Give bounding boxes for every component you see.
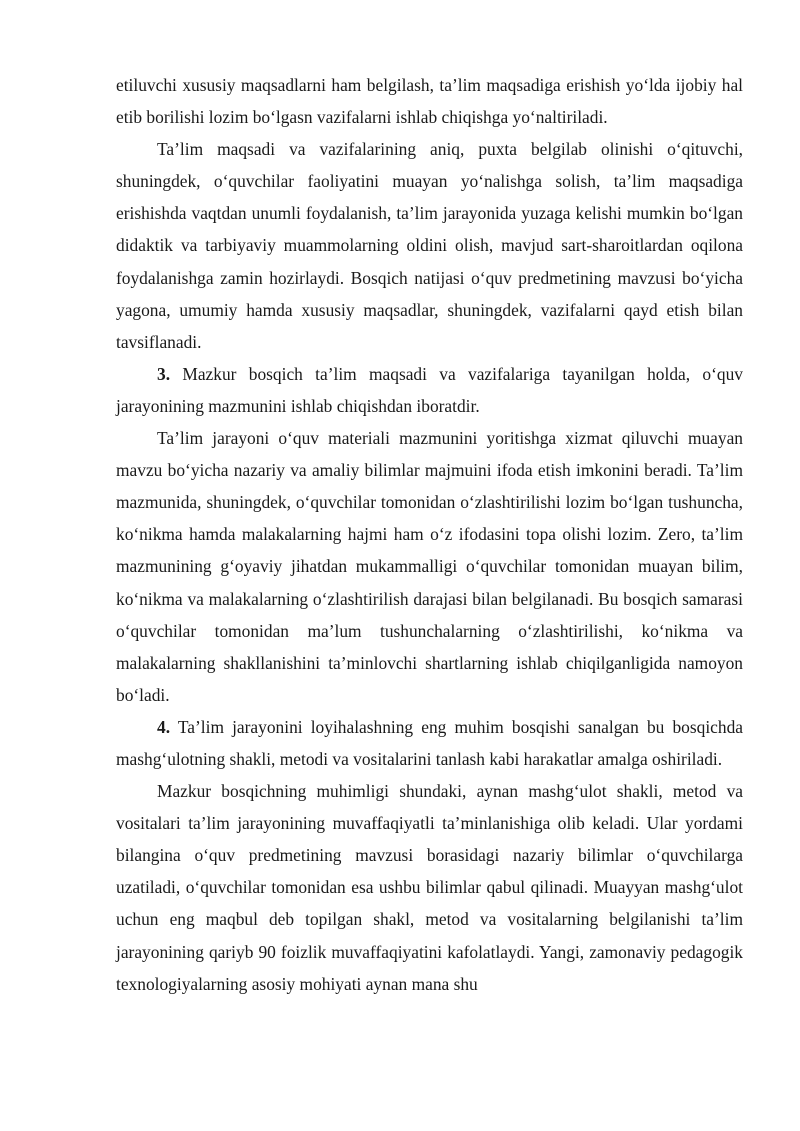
paragraph-step-4: [116, 711, 743, 775]
paragraph-text: Mazkur bosqich ta’lim maqsadi va vazifalariga tayanilgan holda, o‘quv jarayonining mazmunini ishlab chiqishdan iboratdir.: [116, 363, 743, 416]
paragraph-continuation: etiluvchi xususiy maqsadlarni ham belgilash, ta’lim maqsadiga erishish yo‘lda ijobiy hal etib borilishi lozim bo‘lgasn vazifalarni ishlab chiqishga yo‘naltiriladi.: [116, 75, 743, 128]
paragraph-text: Ta’lim jarayonini loyihalashning eng muhim bosqishi sanalgan bu bosqichda mashg‘ulotning shakli, metodi va vositalarini tanlash kabi harakatlar amalga oshiriladi.: [116, 716, 743, 769]
paragraph-goals-definition: Ta’lim maqsadi va vazifalarining aniq, puxta belgilab olinishi o‘qituvchi, shuningdek, o‘quvchilar faoliyatini muayan yo‘nalishga solish, ta’lim maqsadiga erishishda vaqtdan unumli foydalanish, ta’lim jarayonida yuzaga kelishi mumkin bo‘lgan didaktik va tarbiyaviy muammolarning oldini olish, mavjud sart-sharoitlardan oqilona foydalanishga zamin hozirlaydi. Bosqich natijasi o‘quv predmetining mavzusi bo‘yicha yagona, umumiy hamda xususiy maqsadlar, shuningdek, vazifalarni qayd etish bilan tavsiflanadi.: [116, 139, 743, 352]
paragraph-step-3: [116, 358, 743, 422]
paragraph-methods-importance: Mazkur bosqichning muhimligi shundaki, aynan mashg‘ulot shakli, metod va vositalari ta’lim jarayonining muvaffaqiyatli ta’minlanishiga olib keladi. Ular yordami bilangina o‘quv predmetining mavzusi borasidagi nazariy bilimlar o‘quvchilarga uzatiladi, o‘quvchilar tomonidan esa ushbu bilimlar qabul qilinadi. Muayyan mashg‘ulot uchun eng maqbul deb topilgan shakl, metod va vositalarning belgilanishi ta’lim jarayonining qariyb 90 foizlik muvaffaqiyatini kafolatlaydi. Yangi, zamonaviy pedagogik texnologiyalarning asosiy mohiyati aynan mana shu: [116, 781, 743, 994]
document-page: [116, 69, 743, 1000]
paragraph-content-description: Ta’lim jarayoni o‘quv materiali mazmunini yoritishga xizmat qiluvchi muayan mavzu bo‘yicha nazariy va amaliy bilimlar majmuini ifoda etish imkonini beradi. Ta’lim mazmunida, shuningdek, o‘quvchilar tomonidan o‘zlashtirilishi lozim bo‘lgan tushuncha, ko‘nikma hamda malakalarning hajmi ham o‘z ifodasini topa olishi lozim. Zero, ta’lim mazmunining g‘oyaviy jihatdan mukammalligi o‘quvchilar tomonidan muayan bilim, ko‘nikma va malakalarning o‘zlashtirilish darajasi bilan belgilanadi. Bu bosqich samarasi o‘quvchilar tomonidan ma’lum tushunchalarning o‘zlashtirilishi, ko‘nikma va malakalarning shakllanishini ta’minlovchi shartlarning ishlab chiqilganligida namoyon bo‘ladi.: [116, 428, 743, 705]
step-number: 4.: [157, 716, 171, 737]
step-number: 3.: [157, 363, 171, 384]
